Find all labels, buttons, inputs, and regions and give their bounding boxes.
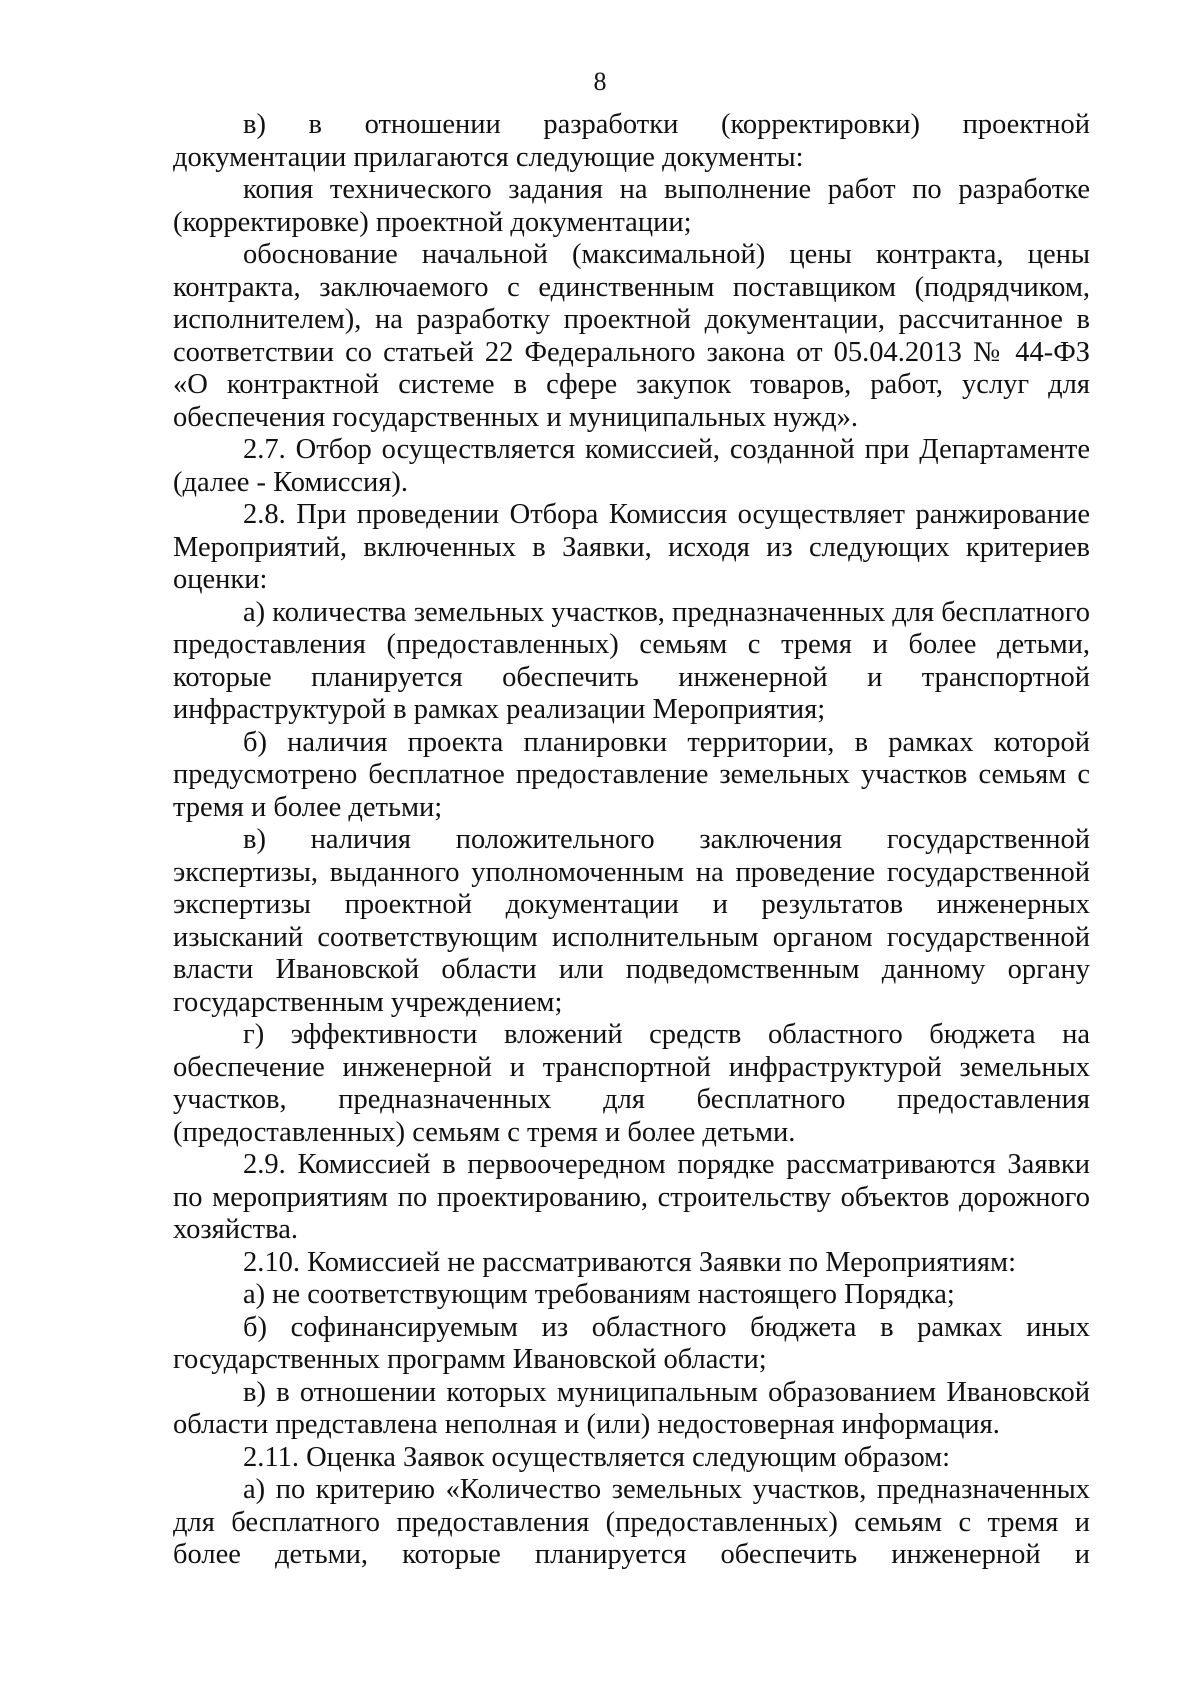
paragraph-section-2-8: 2.8. При проведении Отбора Комиссия осуществляет ранжирование Мероприятий, включенных в Заявки, исходя из следующих критериев оценки: (173, 499, 1090, 595)
paragraph-criterion-v: в) наличия положительного заключения государственной экспертизы, выданного уполномоченным на проведение государственной экспертизы проектной документации и результатов инженерных изысканий соответствующим исполнительным органом государственной власти Ивановской области или подведомственным данному органу государственным учреждением; (173, 824, 1090, 1018)
paragraph-section-2-7: 2.7. Отбор осуществляется комиссией, созданной при Департаменте (далее - Комиссия). (173, 434, 1090, 498)
paragraph-criterion-a: а) количества земельных участков, предназначенных для бесплатного предоставления (предоставленных) семьям с тремя и более детьми, которые планируется обеспечить инженерной и транспортной инфраструктурой в рамках реализации Мероприятия; (173, 596, 1090, 725)
paragraph-section-2-11: 2.11. Оценка Заявок осуществляется следующим образом: (243, 1441, 951, 1473)
paragraph-exclusion-v: в) в отношении которых муниципальным образованием Ивановской области представлена неполная и (или) недостоверная информация. (173, 1376, 1090, 1440)
document-body (173, 109, 1090, 1572)
paragraph-evaluation-a: а) по критерию «Количество земельных участков, предназначенных для бесплатного предоставления (предоставленных) семьям с тремя и более детьми, которые планируется обеспечить инженерной и (173, 1474, 1090, 1570)
paragraph-design-docs-attachments: в) в отношении разработки (корректировки) проектной документации прилагаются следующие документы: (173, 109, 1090, 173)
paragraph-exclusion-b: б) софинансируемым из областного бюджета в рамках иных государственных программ Ивановской области; (173, 1311, 1090, 1375)
paragraph-criterion-g: г) эффективности вложений средств областного бюджета на обеспечение инженерной и транспортной инфраструктурой земельных участков, предназначенных для бесплатного предоставления (предоставленных) семьям с тремя и более детьми. (173, 1019, 1090, 1148)
paragraph-exclusion-a: а) не соответствующим требованиям настоящего Порядка; (243, 1279, 955, 1310)
paragraph-contract-price-justification: обоснование начальной (максимальной) цены контракта, цены контракта, заключаемого с единственным поставщиком (подрядчиком, исполнителем), на разработку проектной документации, рассчитанное в соответствии со статьей 22 Федерального закона от 05.04.2013 № 44-ФЗ «О контрактной системе в сфере закупок товаров, работ, услуг для обеспечения государственных и муниципальных нужд». (173, 239, 1090, 433)
paragraph-section-2-10: 2.10. Комиссией не рассматриваются Заявки по Мероприятиям: (243, 1246, 1016, 1278)
paragraph-technical-task-copy: копия технического задания на выполнение работ по разработке (корректировке) проектной документации; (173, 174, 1090, 238)
paragraph-criterion-b: б) наличия проекта планировки территории, в рамках которой предусмотрено бесплатное предоставление земельных участков семьям с тремя и более детьми; (173, 726, 1090, 823)
paragraph-section-2-9: 2.9. Комиссией в первоочередном порядке рассматриваются Заявки по мероприятиям по проектированию, строительству объектов дорожного хозяйства. (173, 1149, 1090, 1245)
page-number: 8 (593, 67, 607, 96)
